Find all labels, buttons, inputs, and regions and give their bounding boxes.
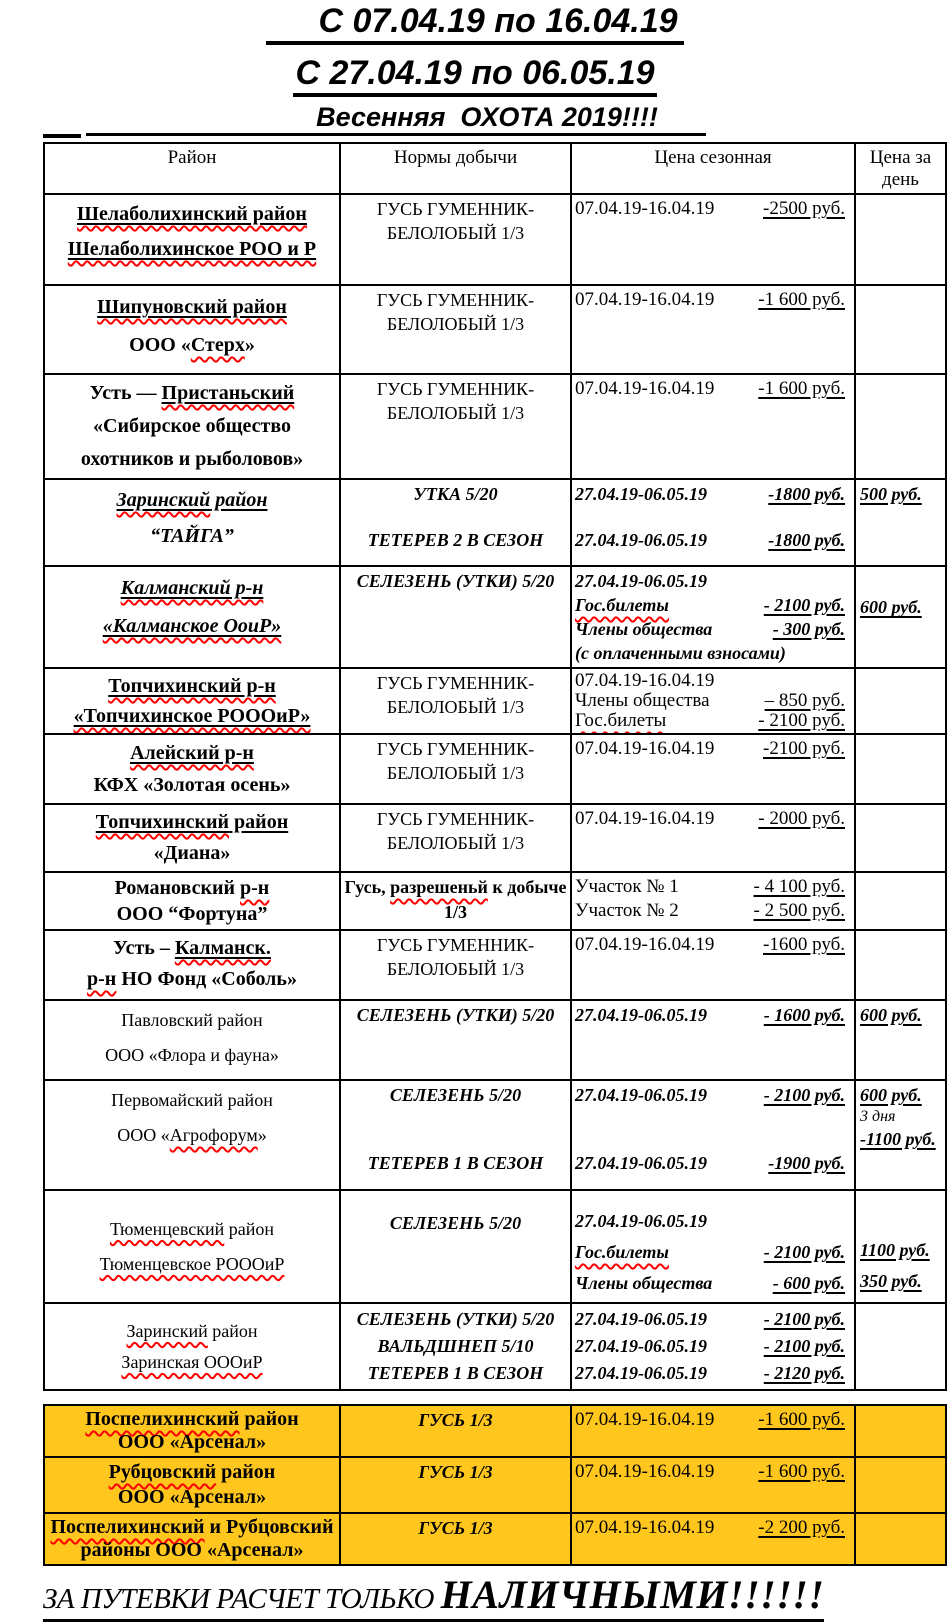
district-cell <box>44 1405 340 1457</box>
price-value: - 2100 руб. <box>758 710 845 731</box>
price-line <box>575 1333 852 1360</box>
cell-line: ГУСЬ ГУМЕННИК-БЕЛОЛОБЫЙ 1/3 <box>376 379 535 423</box>
price-line <box>575 1151 852 1175</box>
perday-price-cell <box>855 374 946 479</box>
cell-line: СЕЛЕЗЕНЬ 5/20 <box>389 1085 522 1105</box>
spellcheck-wavy: Заринский <box>116 489 211 511</box>
cell-line: районы ООО «Арсенал» <box>80 1539 304 1561</box>
price-label: 27.04.19-06.05.19 <box>575 1309 707 1329</box>
price-label: 07.04.19-16.04.19 <box>575 1409 715 1430</box>
spacer <box>343 506 568 528</box>
spacer <box>860 569 943 595</box>
price-value: -1800 руб. <box>768 530 845 550</box>
season-price-cell <box>571 734 855 804</box>
price-label: 07.04.19-16.04.19 <box>575 1461 715 1482</box>
price-line <box>575 1460 852 1484</box>
cell-line: охотников и рыболовов» <box>80 448 304 470</box>
cell-line: ГУСЬ ГУМЕННИК-БЕЛОЛОБЫЙ 1/3 <box>376 199 535 243</box>
perday-price-cell <box>855 1513 946 1565</box>
cell-line: Поспелихинский район <box>85 1408 299 1430</box>
underlined-text <box>175 937 271 959</box>
price-label: 07.04.19-16.04.19 <box>575 934 715 955</box>
cell-line: “ТАЙГА” <box>150 525 234 547</box>
underlined-text: район <box>210 489 268 511</box>
cell-line: р-н НО Фонд «Соболь» <box>87 968 297 990</box>
title-row-3 <box>0 103 950 131</box>
price-value: - 2100 руб. <box>763 1309 845 1329</box>
title-season: Весенняя ОХОТА 2019!!!! <box>316 102 658 132</box>
table-row <box>44 285 946 374</box>
season-price-cell <box>571 872 855 930</box>
price-value: - 2120 руб. <box>763 1363 845 1383</box>
underlined-text: район <box>229 811 289 833</box>
price-line <box>575 1206 852 1237</box>
price-line <box>575 593 852 617</box>
rule-segment-short <box>43 134 81 138</box>
district-cell <box>44 1457 340 1513</box>
price-value: -1800 руб. <box>768 484 845 504</box>
cell-line: ГУСЬ ГУМЕННИК-БЕЛОЛОБЫЙ 1/3 <box>376 809 535 853</box>
spellcheck-wavy: р-н <box>240 877 270 899</box>
price-label: 07.04.19-16.04.19 <box>575 198 715 219</box>
cell-line: Рубцовский район <box>108 1461 276 1483</box>
price-line <box>575 1306 852 1333</box>
norms-cell <box>340 566 571 668</box>
cell-line <box>47 1347 337 1378</box>
perday-price-cell <box>855 1457 946 1513</box>
price-label: Члены общества <box>575 1273 713 1294</box>
cell-line <box>47 737 337 769</box>
price-line <box>575 1360 852 1387</box>
price-line <box>575 569 852 593</box>
perday-price-cell <box>855 285 946 374</box>
underlined-text <box>74 705 311 727</box>
table-row <box>44 194 946 285</box>
table-row <box>44 1513 946 1565</box>
cell-line: Первомайский район <box>111 1090 273 1110</box>
perday-price-cell <box>855 479 946 566</box>
spellcheck-wavy: Шелаболихинское РОО и Р <box>67 238 317 260</box>
price-value: - 2000 руб. <box>758 808 845 829</box>
price-line <box>575 875 852 899</box>
title-row-2 <box>0 54 950 97</box>
spellcheck-wavy: Стерх <box>190 334 245 356</box>
district-cell <box>44 734 340 804</box>
price-value: -1 600 руб. <box>758 378 845 399</box>
cell-line: Поспелихинский и Рубцовский <box>50 1516 334 1538</box>
price-label: (с оплаченными взносами) <box>575 643 786 663</box>
cell-line <box>47 807 337 838</box>
cell-line: Гусь, разрешеньй к добыче 1/3 <box>344 877 567 922</box>
cell-line <box>47 607 337 645</box>
perday-price-cell <box>855 734 946 804</box>
cell-line: Усть – Калманск. <box>113 937 271 959</box>
cell-line: ГУСЬ ГУМЕННИК-БЕЛОЛОБЫЙ 1/3 <box>376 673 535 717</box>
price-label: 27.04.19-06.05.19 <box>575 530 707 550</box>
district-cell <box>44 1000 340 1080</box>
season-price-cell <box>571 194 855 285</box>
price-line <box>575 1083 852 1107</box>
season-price-cell <box>571 1457 855 1513</box>
underlined-text <box>68 238 316 260</box>
price-line <box>575 671 852 691</box>
table-row <box>44 1080 946 1190</box>
price-label: 07.04.19-16.04.19 <box>575 670 715 691</box>
norms-cell <box>340 1303 571 1390</box>
cell-line: ГУСЬ 1/3 <box>418 1462 493 1482</box>
cell-line: СЕЛЕЗЕНЬ (УТКИ) 5/20 <box>356 1309 555 1329</box>
season-price-cell <box>571 1303 855 1390</box>
price-value: -2500 руб. <box>763 198 845 219</box>
column-header: Нормы добычи <box>340 143 571 194</box>
cell-line: Романовский р-н <box>114 877 270 899</box>
underlined-text <box>117 489 211 511</box>
season-price-cell <box>571 1190 855 1303</box>
price-value: -2100 руб. <box>763 738 845 759</box>
cell-line <box>47 701 337 731</box>
norms-cell <box>340 668 571 734</box>
price-line <box>575 807 852 831</box>
price-value: - 2 500 руб. <box>753 900 845 921</box>
price-label: 27.04.19-06.05.19 <box>575 484 707 504</box>
district-cell <box>44 285 340 374</box>
title-row-1 <box>0 2 950 45</box>
underlined-text <box>162 382 295 404</box>
spellcheck-wavy: Поспелихинский <box>85 1408 240 1430</box>
season-price-cell <box>571 930 855 1000</box>
table-row <box>44 804 946 872</box>
price-label: 07.04.19-16.04.19 <box>575 378 715 399</box>
spacer <box>343 1193 568 1211</box>
season-price-cell <box>571 1000 855 1080</box>
price-line <box>575 899 852 923</box>
price-value: - 2100 руб. <box>763 1242 845 1263</box>
perday-price-cell <box>855 1303 946 1390</box>
season-price-cell <box>571 804 855 872</box>
norms-cell <box>340 285 571 374</box>
spellcheck-wavy: Калманский р-н <box>120 577 264 599</box>
perday-price-cell <box>855 872 946 930</box>
spellcheck-wavy: Топчихинский <box>95 811 230 833</box>
table-row <box>44 872 946 930</box>
spacer <box>860 1193 943 1235</box>
price-value: -2 200 руб. <box>758 1517 845 1538</box>
season-price-cell <box>571 479 855 566</box>
underlined-text <box>130 742 254 764</box>
rule-segment-long <box>86 133 706 136</box>
district-cell <box>44 668 340 734</box>
norms-cell <box>340 872 571 930</box>
spellcheck-wavy: «Топчихинское РОООиР» <box>73 705 311 727</box>
price-line <box>575 377 852 401</box>
spacer <box>575 1193 852 1206</box>
price-line <box>575 691 852 711</box>
district-cell <box>44 1190 340 1303</box>
price-label: 27.04.19-06.05.19 <box>575 1153 707 1173</box>
price-label: 27.04.19-06.05.19 <box>575 571 707 591</box>
table-row <box>44 1303 946 1390</box>
district-cell <box>44 194 340 285</box>
price-line <box>575 617 852 641</box>
cell-line: ГУСЬ ГУМЕННИК-БЕЛОЛОБЫЙ 1/3 <box>376 290 535 334</box>
price-label: 27.04.19-06.05.19 <box>575 1336 707 1356</box>
cell-line <box>47 288 337 326</box>
perday-price-cell <box>855 804 946 872</box>
district-cell <box>44 374 340 479</box>
cell-line: ООО «Агрофорум» <box>117 1125 267 1145</box>
cell-line: ГУСЬ 1/3 <box>418 1410 493 1430</box>
season-price-cell <box>571 1405 855 1457</box>
price-line <box>575 1237 852 1268</box>
district-cell <box>44 566 340 668</box>
footer-note <box>43 1571 824 1622</box>
perday-line: 3 дня <box>860 1108 896 1125</box>
price-line <box>575 288 852 312</box>
price-line <box>575 482 852 506</box>
perday-line: 1100 руб. <box>860 1239 930 1260</box>
perday-line: 600 руб. <box>860 1085 922 1105</box>
table-row <box>44 566 946 668</box>
cell-line: КФХ «Золотая осень» <box>93 774 291 796</box>
price-value: -1900 руб. <box>768 1153 845 1173</box>
spellcheck-wavy: «Калманское ОоиР» <box>102 615 282 637</box>
table-row <box>44 1405 946 1457</box>
perday-price-cell <box>855 1080 946 1190</box>
norms-cell <box>340 1190 571 1303</box>
norms-cell <box>340 804 571 872</box>
spellcheck-wavy: Тюменцевское РОООиР <box>99 1253 285 1274</box>
price-label: 27.04.19-06.05.19 <box>575 1363 707 1383</box>
cell-line: «Диана» <box>153 842 231 864</box>
price-label: Участок № 1 <box>575 876 679 897</box>
price-value: - 600 руб. <box>772 1273 845 1294</box>
underlined-text <box>121 577 264 599</box>
cell-line: СЕЛЕЗЕНЬ 5/20 <box>389 1212 522 1233</box>
footer-emphasis: НАЛИЧНЫМИ!!!!!! <box>440 1572 825 1617</box>
price-value: - 2100 руб. <box>763 1085 845 1105</box>
cell-line <box>47 1247 337 1282</box>
table-row <box>44 1000 946 1080</box>
cell-line: Усть — Пристаньский <box>89 382 295 404</box>
price-value: - 4 100 руб. <box>753 876 845 897</box>
norms-cell <box>340 930 571 1000</box>
price-value: -1 600 руб. <box>758 1461 845 1482</box>
spellcheck-wavy: р-н <box>87 968 117 990</box>
table-row <box>44 374 946 479</box>
price-label: 27.04.19-06.05.19 <box>575 1211 707 1232</box>
price-value: -1 600 руб. <box>758 1409 845 1430</box>
spellcheck-wavy: Заринская ОООиР <box>121 1351 263 1372</box>
spacer <box>575 506 852 528</box>
cell-line: ГУСЬ ГУМЕННИК-БЕЛОЛОБЫЙ 1/3 <box>376 935 535 979</box>
cell-line: УТКА 5/20 <box>413 484 498 504</box>
cell-line: ТЕТЕРЕВ 1 В СЕЗОН <box>367 1363 544 1383</box>
perday-price-cell <box>855 566 946 668</box>
table-row <box>44 668 946 734</box>
price-line <box>575 1408 852 1432</box>
cell-line: ООО «Флора и фауна» <box>105 1045 279 1065</box>
cell-line: ВАЛЬДШНЕП 5/10 <box>377 1336 534 1356</box>
cell-line: ГУСЬ 1/3 <box>418 1518 493 1538</box>
price-value: – 850 руб. <box>764 690 845 711</box>
season-price-cell <box>571 374 855 479</box>
price-label: Гос.билеты <box>575 1242 669 1263</box>
perday-price-cell <box>855 1000 946 1080</box>
norms-cell <box>340 734 571 804</box>
perday-price-cell <box>855 668 946 734</box>
underlined-text <box>108 675 276 697</box>
price-label: Члены общества <box>575 690 710 711</box>
price-label: 07.04.19-16.04.19 <box>575 738 715 759</box>
table-row <box>44 1457 946 1513</box>
table-row <box>44 1190 946 1303</box>
title-dates-april: С 07.04.19 по 16.04.19 <box>266 2 683 45</box>
price-label: 07.04.19-16.04.19 <box>575 289 715 310</box>
underlined-text <box>96 811 229 833</box>
spellcheck-wavy: Шелаболихинский район <box>77 203 307 225</box>
district-cell <box>44 804 340 872</box>
cell-line: Тюменцевский район <box>109 1218 275 1239</box>
cell-line: ООО «Арсенал» <box>117 1431 267 1453</box>
cell-line <box>47 482 337 518</box>
norms-cell <box>340 1405 571 1457</box>
district-cell <box>44 1303 340 1390</box>
price-label: Гос.билеты <box>575 595 669 615</box>
cell-line: Заринский район <box>126 1320 258 1341</box>
price-line <box>575 737 852 761</box>
price-label: Гос.билеты <box>575 710 667 731</box>
cell-line: ТЕТЕРЕВ 2 В СЕЗОН <box>367 530 544 550</box>
perday-price-cell <box>855 930 946 1000</box>
price-line <box>575 711 852 731</box>
cell-line <box>47 232 337 267</box>
cell-line <box>47 671 337 701</box>
title-dates-may: С 27.04.19 по 06.05.19 <box>293 54 656 97</box>
norms-cell <box>340 1457 571 1513</box>
price-label: 07.04.19-16.04.19 <box>575 808 715 829</box>
spellcheck-wavy: Шипуновский район <box>97 296 287 318</box>
footer-text: ЗА ПУТЕВКИ РАСЧЕТ ТОЛЬКО <box>43 1583 441 1615</box>
season-price-cell <box>571 1080 855 1190</box>
column-header: Цена сезонная <box>571 143 855 194</box>
price-value: - 2100 руб. <box>763 1336 845 1356</box>
norms-cell <box>340 374 571 479</box>
table-row <box>44 479 946 566</box>
spellcheck-wavy: разрешеньй <box>390 877 488 897</box>
price-label: 27.04.19-06.05.19 <box>575 1005 707 1025</box>
price-label: Члены общества <box>575 619 713 639</box>
cell-line: Павловский район <box>121 1010 263 1030</box>
arsenal-highlight-table <box>43 1404 947 1566</box>
district-cell <box>44 872 340 930</box>
column-header: Цена за день <box>855 143 946 194</box>
district-cell <box>44 1513 340 1565</box>
price-label: 07.04.19-16.04.19 <box>575 1517 715 1538</box>
spellcheck-wavy: Агрофорум <box>169 1125 258 1145</box>
district-cell <box>44 1080 340 1190</box>
price-value: -1600 руб. <box>763 934 845 955</box>
price-value: -1 600 руб. <box>758 289 845 310</box>
norms-cell <box>340 1080 571 1190</box>
underlined-text <box>103 615 282 637</box>
cell-line: ООО “Фортуна” <box>116 903 268 925</box>
cell-line <box>47 569 337 607</box>
district-cell <box>44 930 340 1000</box>
header-row <box>44 143 946 194</box>
season-price-cell <box>571 668 855 734</box>
perday-price-cell <box>855 1190 946 1303</box>
title-underline-rule <box>43 133 950 139</box>
cell-line: ООО «Стерх» <box>129 334 255 356</box>
norms-cell <box>340 1000 571 1080</box>
table-row <box>44 930 946 1000</box>
cell-line: СЕЛЕЗЕНЬ (УТКИ) 5/20 <box>356 1005 555 1025</box>
underlined-text <box>77 203 307 225</box>
spellcheck-wavy: Алейский р-н <box>130 742 254 764</box>
spellcheck-wavy: Топчихинский р-н <box>108 675 276 697</box>
price-table <box>43 142 947 1391</box>
spellcheck-wavy: Заринский <box>126 1320 208 1341</box>
perday-price-cell <box>855 1405 946 1457</box>
cell-line <box>47 197 337 232</box>
price-line <box>575 1516 852 1540</box>
price-value: - 300 руб. <box>772 619 845 639</box>
price-value: - 1600 руб. <box>763 1005 845 1025</box>
table-row <box>44 734 946 804</box>
price-label: 27.04.19-06.05.19 <box>575 1085 707 1105</box>
spellcheck-wavy: Пристаньский <box>161 382 295 404</box>
spellcheck-wavy: Рубцовский <box>108 1461 217 1483</box>
perday-line: 500 руб. <box>860 484 922 504</box>
cell-line: СЕЛЕЗЕНЬ (УТКИ) 5/20 <box>356 571 555 591</box>
norms-cell <box>340 194 571 285</box>
price-label: Участок № 2 <box>575 900 679 921</box>
perday-line: -1100 руб. <box>860 1129 936 1149</box>
spacer <box>575 1107 852 1151</box>
spellcheck-wavy: Калманск. <box>174 937 271 959</box>
norms-cell <box>340 1513 571 1565</box>
underlined-text <box>97 296 287 318</box>
cell-line: «Сибирское общество <box>93 415 291 437</box>
season-price-cell <box>571 566 855 668</box>
district-cell <box>44 479 340 566</box>
perday-price-cell <box>855 194 946 285</box>
season-price-cell <box>571 1513 855 1565</box>
spellcheck-wavy: Тюменцевский <box>109 1218 225 1239</box>
price-line <box>575 641 852 665</box>
column-header: Район <box>44 143 340 194</box>
spacer <box>343 1107 568 1151</box>
season-price-cell <box>571 285 855 374</box>
cell-line: ТЕТЕРЕВ 1 В СЕЗОН <box>367 1153 544 1173</box>
perday-line: 600 руб. <box>860 1005 922 1025</box>
cell-line: ГУСЬ ГУМЕННИК-БЕЛОЛОБЫЙ 1/3 <box>376 739 535 783</box>
perday-line: 350 руб. <box>860 1270 922 1291</box>
spellcheck-wavy: Поспелихинский <box>50 1516 205 1538</box>
price-line <box>575 528 852 552</box>
perday-line: 600 руб. <box>860 597 922 618</box>
price-line <box>575 1003 852 1027</box>
price-line <box>575 197 852 221</box>
price-line <box>575 933 852 957</box>
norms-cell <box>340 479 571 566</box>
price-value: - 2100 руб. <box>763 595 845 615</box>
cell-line: ООО «Арсенал» <box>117 1486 267 1508</box>
price-line <box>575 1268 852 1299</box>
